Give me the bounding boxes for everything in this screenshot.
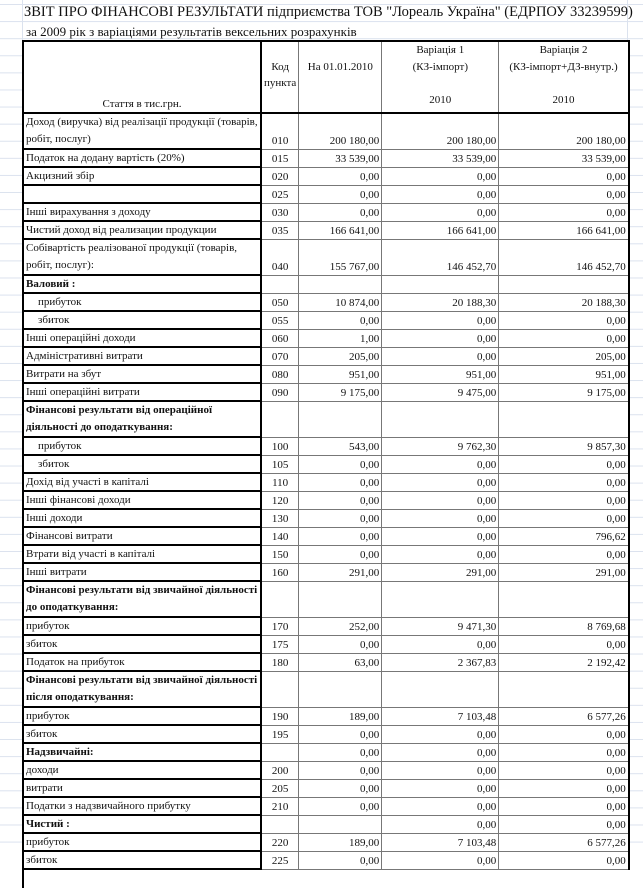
table-row [23, 779, 629, 797]
value-2010-start: 0,00 [299, 185, 382, 203]
row-code: 120 [261, 491, 299, 509]
value-2010-start: 10 874,00 [299, 293, 382, 311]
row-label: збиток [23, 455, 261, 473]
row-code: 055 [261, 311, 299, 329]
value-variation-1 [382, 275, 499, 293]
row-label: прибуток [23, 707, 261, 725]
row-code [261, 743, 299, 761]
value-2010-start [299, 671, 382, 707]
row-code: 180 [261, 653, 299, 671]
value-variation-2: 0,00 [499, 815, 629, 833]
row-label: витрати [23, 779, 261, 797]
value-variation-1: 0,00 [382, 509, 499, 527]
row-label: Податок на прибуток [23, 653, 261, 671]
table-row [23, 617, 629, 635]
value-variation-1: 0,00 [382, 797, 499, 815]
value-2010-start [299, 815, 382, 833]
value-variation-1: 0,00 [382, 455, 499, 473]
row-label: Дохід від участі в капіталі [23, 473, 261, 491]
value-2010-start: 200 180,00 [299, 113, 382, 149]
row-label: Інші вирахування з доходу [23, 203, 261, 221]
table-row [23, 527, 629, 545]
table-row [23, 149, 629, 167]
value-variation-2: 0,00 [499, 185, 629, 203]
value-variation-1: 20 188,30 [382, 293, 499, 311]
value-variation-2 [499, 401, 629, 437]
table-row [23, 221, 629, 239]
row-label: Інші доходи [23, 509, 261, 527]
value-variation-1: 9 475,00 [382, 383, 499, 401]
row-code: 210 [261, 797, 299, 815]
value-variation-2: 796,62 [499, 527, 629, 545]
value-variation-2: 291,00 [499, 563, 629, 581]
value-variation-2 [499, 671, 629, 707]
header-row [23, 41, 629, 113]
value-variation-1: 33 539,00 [382, 149, 499, 167]
table-row [23, 365, 629, 383]
value-variation-1: 0,00 [382, 851, 499, 869]
value-2010-start: 291,00 [299, 563, 382, 581]
row-label: Чистий доход від реализации продукции [23, 221, 261, 239]
table-row [23, 473, 629, 491]
row-label: Інші операційні доходи [23, 329, 261, 347]
value-variation-1: 0,00 [382, 311, 499, 329]
value-2010-start: 0,00 [299, 509, 382, 527]
value-variation-1: 0,00 [382, 635, 499, 653]
report-title: ЗВІТ ПРО ФІНАНСОВІ РЕЗУЛЬТАТИ підприємства ТОВ "Лореаль Україна" (ЕДРПОУ 33239599) [24, 4, 633, 20]
value-2010-start: 0,00 [299, 779, 382, 797]
table-row [23, 347, 629, 365]
value-variation-2 [499, 275, 629, 293]
row-code: 110 [261, 473, 299, 491]
table-row [23, 275, 629, 293]
value-variation-1: 0,00 [382, 473, 499, 491]
value-variation-2: 0,00 [499, 455, 629, 473]
value-2010-start: 205,00 [299, 347, 382, 365]
row-code: 220 [261, 833, 299, 851]
value-variation-2: 6 577,26 [499, 833, 629, 851]
row-code: 015 [261, 149, 299, 167]
report-subtitle: за 2009 рік з варіаціями результатів вексельних розрахунків [26, 24, 357, 39]
value-variation-2: 0,00 [499, 509, 629, 527]
value-variation-1: 7 103,48 [382, 707, 499, 725]
row-code: 090 [261, 383, 299, 401]
row-label [23, 185, 261, 203]
table-row [23, 563, 629, 581]
value-variation-2: 0,00 [499, 797, 629, 815]
row-label: Чистий : [23, 815, 261, 833]
value-variation-1: 0,00 [382, 527, 499, 545]
row-label: доходи [23, 761, 261, 779]
table-row [23, 401, 629, 437]
value-variation-1: 146 452,70 [382, 239, 499, 275]
row-label: прибуток [23, 437, 261, 455]
value-variation-1: 0,00 [382, 761, 499, 779]
value-variation-1: 200 180,00 [382, 113, 499, 149]
row-code: 040 [261, 239, 299, 275]
value-2010-start: 0,00 [299, 491, 382, 509]
row-code: 190 [261, 707, 299, 725]
value-2010-start: 9 175,00 [299, 383, 382, 401]
value-2010-start [299, 401, 382, 437]
row-code [261, 671, 299, 707]
row-label: збиток [23, 725, 261, 743]
row-label: Акцизний збір [23, 167, 261, 185]
empty-row [23, 869, 629, 888]
value-2010-start [299, 581, 382, 617]
row-code: 205 [261, 779, 299, 797]
row-label: прибуток [23, 293, 261, 311]
value-2010-start: 63,00 [299, 653, 382, 671]
value-variation-2: 200 180,00 [499, 113, 629, 149]
row-code: 010 [261, 113, 299, 149]
value-variation-2: 0,00 [499, 779, 629, 797]
row-code [261, 401, 299, 437]
row-code: 225 [261, 851, 299, 869]
value-2010-start: 0,00 [299, 455, 382, 473]
value-variation-2: 951,00 [499, 365, 629, 383]
row-code: 060 [261, 329, 299, 347]
value-variation-2: 0,00 [499, 545, 629, 563]
row-code: 025 [261, 185, 299, 203]
table-row [23, 545, 629, 563]
table-row [23, 437, 629, 455]
value-variation-1: 951,00 [382, 365, 499, 383]
value-variation-1: 0,00 [382, 167, 499, 185]
value-2010-start: 189,00 [299, 707, 382, 725]
value-variation-1 [382, 401, 499, 437]
table-row [23, 671, 629, 707]
row-label: Податки з надзвичайного прибутку [23, 797, 261, 815]
row-code: 070 [261, 347, 299, 365]
value-variation-2: 0,00 [499, 761, 629, 779]
row-code: 200 [261, 761, 299, 779]
row-label: Доход (виручка) від реалізації продукції (товарів, робіт, послуг) [23, 113, 261, 149]
row-code [261, 275, 299, 293]
value-variation-2 [499, 581, 629, 617]
value-variation-2: 0,00 [499, 635, 629, 653]
row-label: Інші фінансові доходи [23, 491, 261, 509]
empty-cell [23, 869, 261, 888]
row-code [261, 581, 299, 617]
table-row [23, 455, 629, 473]
value-2010-start: 0,00 [299, 797, 382, 815]
header-col2: Варіація 2 (КЗ-імпорт+ДЗ-внутр.) 2010 [499, 41, 629, 113]
value-variation-1: 0,00 [382, 743, 499, 761]
value-variation-1: 0,00 [382, 347, 499, 365]
value-2010-start: 0,00 [299, 167, 382, 185]
value-variation-2: 166 641,00 [499, 221, 629, 239]
value-variation-1: 0,00 [382, 329, 499, 347]
row-code: 100 [261, 437, 299, 455]
row-label: Втрати від участі в капіталі [23, 545, 261, 563]
row-code: 035 [261, 221, 299, 239]
empty-cell [261, 869, 299, 888]
value-2010-start: 0,00 [299, 311, 382, 329]
value-2010-start [299, 275, 382, 293]
row-label: Адміністративні витрати [23, 347, 261, 365]
row-label: збиток [23, 635, 261, 653]
table-row [23, 707, 629, 725]
header-code: Код пункта [261, 41, 299, 113]
row-code: 170 [261, 617, 299, 635]
value-2010-start: 0,00 [299, 203, 382, 221]
table-row [23, 797, 629, 815]
value-variation-1: 9 471,30 [382, 617, 499, 635]
value-variation-2: 205,00 [499, 347, 629, 365]
value-2010-start: 0,00 [299, 635, 382, 653]
row-label: збиток [23, 851, 261, 869]
value-variation-2: 6 577,26 [499, 707, 629, 725]
value-2010-start: 951,00 [299, 365, 382, 383]
row-label: прибуток [23, 617, 261, 635]
empty-cell [499, 869, 629, 888]
value-variation-2: 0,00 [499, 851, 629, 869]
row-label: Фінансові результати від операційної діяльності до оподаткування: [23, 401, 261, 437]
table-row [23, 851, 629, 869]
header-article: Стаття в тис.грн. [23, 41, 261, 113]
row-label: Фінансові результати від звичайної діяльності після оподаткування: [23, 671, 261, 707]
value-variation-2: 33 539,00 [499, 149, 629, 167]
value-variation-1: 166 641,00 [382, 221, 499, 239]
value-2010-start: 0,00 [299, 545, 382, 563]
row-code: 105 [261, 455, 299, 473]
row-label: Надзвичайні: [23, 743, 261, 761]
row-label: Інші витрати [23, 563, 261, 581]
table-row [23, 491, 629, 509]
value-variation-1 [382, 581, 499, 617]
value-2010-start: 0,00 [299, 851, 382, 869]
value-variation-2: 0,00 [499, 167, 629, 185]
value-variation-1: 0,00 [382, 203, 499, 221]
row-label: Податок на додану вартість (20%) [23, 149, 261, 167]
value-2010-start: 0,00 [299, 527, 382, 545]
value-variation-1: 0,00 [382, 779, 499, 797]
table-row [23, 311, 629, 329]
empty-cell [382, 869, 499, 888]
table-row [23, 167, 629, 185]
row-code [261, 815, 299, 833]
table-row [23, 743, 629, 761]
value-variation-2: 146 452,70 [499, 239, 629, 275]
row-code: 160 [261, 563, 299, 581]
value-variation-1: 2 367,83 [382, 653, 499, 671]
table-row [23, 761, 629, 779]
table-row [23, 509, 629, 527]
table-row [23, 383, 629, 401]
value-2010-start: 252,00 [299, 617, 382, 635]
row-code: 050 [261, 293, 299, 311]
value-variation-1 [382, 671, 499, 707]
value-variation-2: 0,00 [499, 311, 629, 329]
row-code: 130 [261, 509, 299, 527]
table-row [23, 653, 629, 671]
value-variation-2: 9 175,00 [499, 383, 629, 401]
value-variation-2: 0,00 [499, 329, 629, 347]
value-2010-start: 189,00 [299, 833, 382, 851]
row-label: Витрати на збут [23, 365, 261, 383]
table-row [23, 329, 629, 347]
value-variation-1: 0,00 [382, 185, 499, 203]
value-variation-1: 0,00 [382, 725, 499, 743]
empty-cell [299, 869, 382, 888]
row-code: 175 [261, 635, 299, 653]
table-row [23, 725, 629, 743]
table-row [23, 293, 629, 311]
value-variation-2: 9 857,30 [499, 437, 629, 455]
value-2010-start: 0,00 [299, 761, 382, 779]
table-row [23, 239, 629, 275]
value-variation-1: 0,00 [382, 815, 499, 833]
row-code: 030 [261, 203, 299, 221]
value-2010-start: 1,00 [299, 329, 382, 347]
value-2010-start: 33 539,00 [299, 149, 382, 167]
table-row [23, 113, 629, 149]
row-code: 195 [261, 725, 299, 743]
value-variation-1: 0,00 [382, 491, 499, 509]
table-row [23, 815, 629, 833]
row-code: 020 [261, 167, 299, 185]
table-row [23, 203, 629, 221]
value-variation-2: 8 769,68 [499, 617, 629, 635]
row-code: 150 [261, 545, 299, 563]
value-variation-2: 20 188,30 [499, 293, 629, 311]
value-2010-start: 166 641,00 [299, 221, 382, 239]
table-row [23, 185, 629, 203]
value-variation-1: 0,00 [382, 545, 499, 563]
value-2010-start: 155 767,00 [299, 239, 382, 275]
table-row [23, 833, 629, 851]
value-2010-start: 543,00 [299, 437, 382, 455]
row-label: збиток [23, 311, 261, 329]
value-variation-1: 7 103,48 [382, 833, 499, 851]
row-label: Собівартість реалізованої продукції (товарів, робіт, послуг): [23, 239, 261, 275]
row-label: Фінансові витрати [23, 527, 261, 545]
table-row [23, 581, 629, 617]
row-label: Інші операційні витрати [23, 383, 261, 401]
value-variation-2: 0,00 [499, 203, 629, 221]
financial-results-table [22, 40, 630, 888]
value-variation-1: 291,00 [382, 563, 499, 581]
value-variation-1: 9 762,30 [382, 437, 499, 455]
value-variation-2: 0,00 [499, 743, 629, 761]
header-col1: Варіація 1 (КЗ-імпорт) 2010 [382, 41, 499, 113]
value-variation-2: 0,00 [499, 725, 629, 743]
row-label: прибуток [23, 833, 261, 851]
row-code: 140 [261, 527, 299, 545]
value-variation-2: 0,00 [499, 473, 629, 491]
table-row [23, 635, 629, 653]
value-2010-start: 0,00 [299, 725, 382, 743]
row-code: 080 [261, 365, 299, 383]
header-col0: На 01.01.2010 [299, 41, 382, 113]
row-label: Валовий : [23, 275, 261, 293]
value-variation-2: 0,00 [499, 491, 629, 509]
value-2010-start: 0,00 [299, 743, 382, 761]
value-variation-2: 2 192,42 [499, 653, 629, 671]
value-2010-start: 0,00 [299, 473, 382, 491]
row-label: Фінансові результати від звичайної діяльності до оподаткування: [23, 581, 261, 617]
